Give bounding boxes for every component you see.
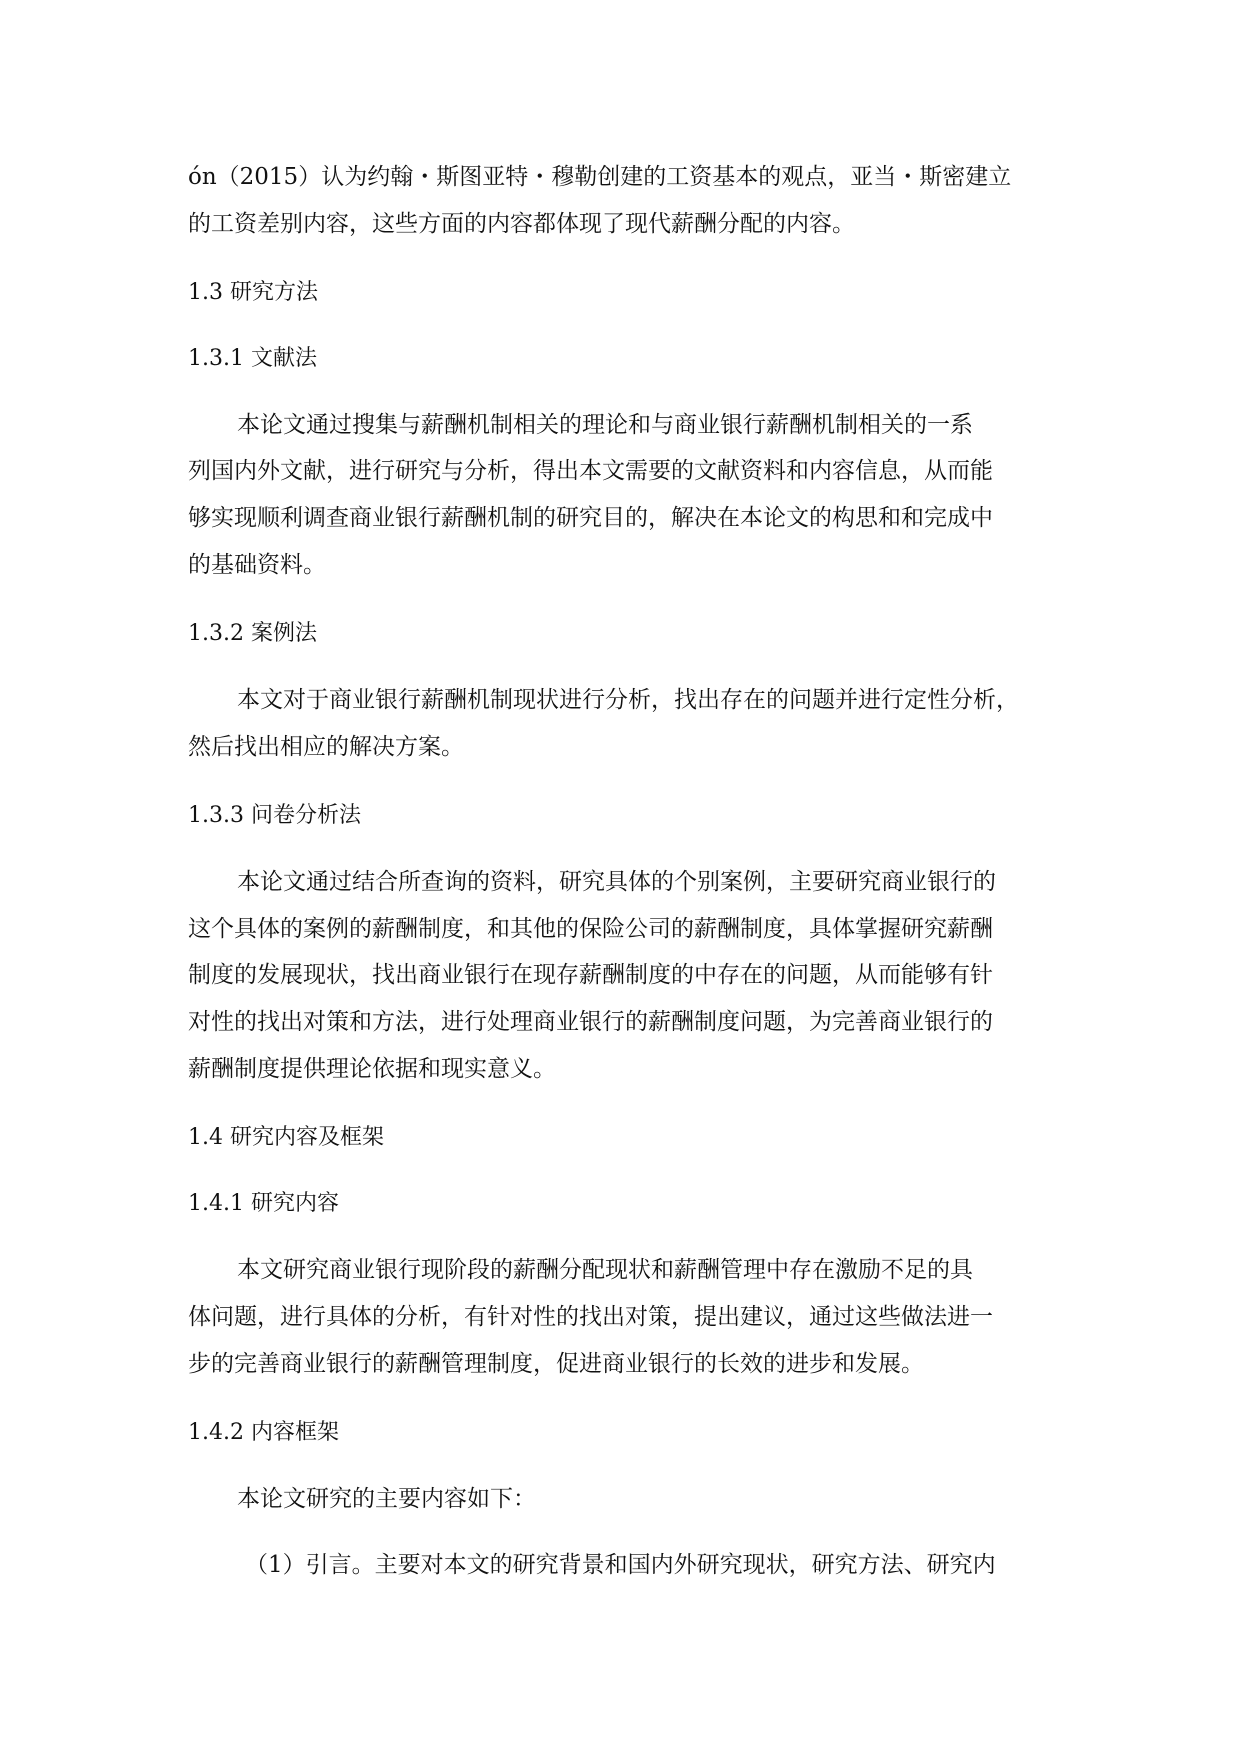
paragraph-line: 本文对于商业银行薪酬机制现状进行分析，找出存在的问题并进行定性分析， bbox=[237, 687, 1019, 713]
subsection-heading-1-3-1: 1.3.1 文献法 bbox=[188, 346, 317, 371]
section-heading-1-4: 1.4 研究内容及框架 bbox=[188, 1125, 384, 1150]
subsection-heading-1-4-1: 1.4.1 研究内容 bbox=[188, 1191, 339, 1216]
paragraph-line: 步的完善商业银行的薪酬管理制度，促进商业银行的长效的进步和发展。 bbox=[188, 1351, 924, 1377]
paragraph-line: 本文研究商业银行现阶段的薪酬分配现状和薪酬管理中存在激励不足的具 bbox=[237, 1257, 973, 1283]
section-heading-1-3: 1.3 研究方法 bbox=[188, 280, 318, 305]
paragraph-line: 对性的找出对策和方法，进行处理商业银行的薪酬制度问题，为完善商业银行的 bbox=[188, 1009, 993, 1035]
subsection-heading-1-3-2: 1.3.2 案例法 bbox=[188, 621, 317, 646]
paragraph-line: 列国内外文献，进行研究与分析，得出本文需要的文献资料和内容信息，从而能 bbox=[188, 458, 993, 484]
paragraph-line: 够实现顺利调查商业银行薪酬机制的研究目的，解决在本论文的构思和和完成中 bbox=[188, 505, 993, 531]
paragraph-line: 本论文研究的主要内容如下： bbox=[237, 1486, 536, 1512]
paragraph-line: 制度的发展现状，找出商业银行在现存薪酬制度的中存在的问题，从而能够有针 bbox=[188, 962, 993, 988]
paragraph-line: 的工资差别内容，这些方面的内容都体现了现代薪酬分配的内容。 bbox=[188, 211, 855, 237]
subsection-heading-1-4-2: 1.4.2 内容框架 bbox=[188, 1420, 339, 1445]
paragraph-line: 这个具体的案例的薪酬制度，和其他的保险公司的薪酬制度，具体掌握研究薪酬 bbox=[188, 916, 993, 942]
paragraph-line: ón（2015）认为约翰・斯图亚特・穆勒创建的工资基本的观点，亚当・斯密建立 bbox=[188, 164, 1012, 190]
paragraph-line: 本论文通过结合所查询的资料，研究具体的个别案例，主要研究商业银行的 bbox=[237, 869, 996, 895]
list-item-line: （1）引言。主要对本文的研究背景和国内外研究现状，研究方法、研究内 bbox=[245, 1552, 996, 1578]
paragraph-line: 本论文通过搜集与薪酬机制相关的理论和与商业银行薪酬机制相关的一系 bbox=[237, 412, 973, 438]
paragraph-line: 的基础资料。 bbox=[188, 552, 326, 578]
paragraph-line: 薪酬制度提供理论依据和现实意义。 bbox=[188, 1056, 556, 1082]
paragraph-line: 然后找出相应的解决方案。 bbox=[188, 734, 464, 760]
paragraph-line: 体问题，进行具体的分析，有针对性的找出对策，提出建议，通过这些做法进一 bbox=[188, 1304, 993, 1330]
subsection-heading-1-3-3: 1.3.3 问卷分析法 bbox=[188, 803, 361, 828]
